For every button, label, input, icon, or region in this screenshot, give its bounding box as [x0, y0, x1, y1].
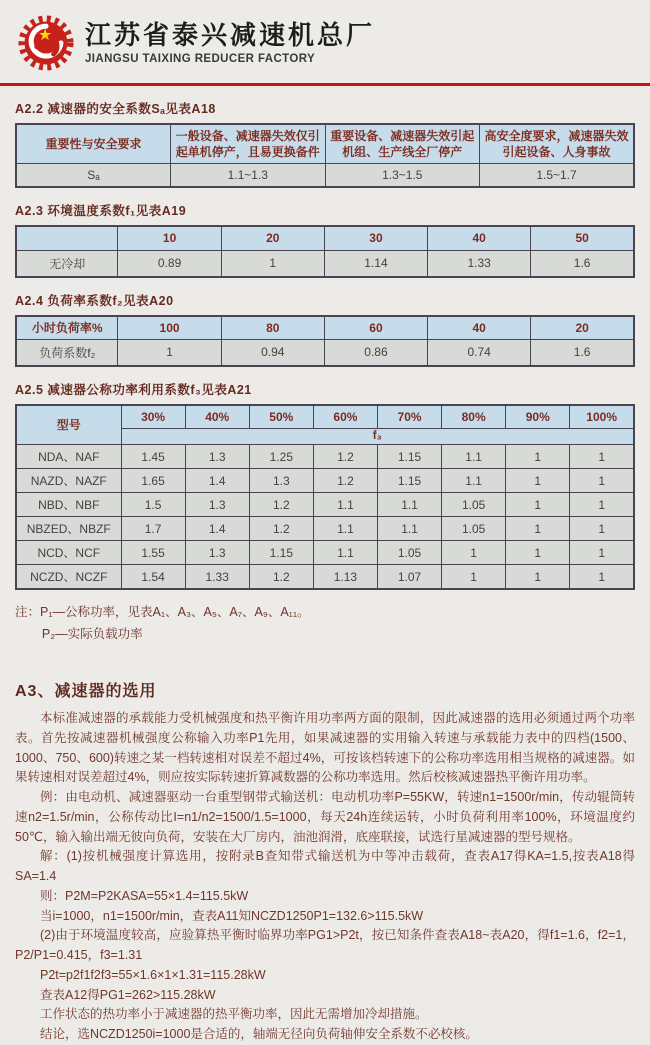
- star-icon: ★: [37, 27, 53, 45]
- data-cell: 1.45: [121, 445, 185, 469]
- data-cell: 1: [506, 445, 570, 469]
- data-cell: 1.15: [377, 445, 441, 469]
- table-a18: [15, 123, 635, 188]
- paragraph: (2)由于环境温度较高，应验算热平衡时临界功率PG1>P2t，按已知条件查表A18~表A20，得f1=1.6，f2=1，P2/P1=0.415，f3=1.31: [15, 928, 635, 963]
- table-row: [16, 541, 634, 565]
- data-cell: 1: [221, 250, 324, 277]
- section-a22-title: A2.2 减速器的安全系数Sₐ见表A18: [15, 102, 216, 116]
- column-header: 重要性与安全要求: [16, 124, 171, 164]
- selection-guide-text: [15, 709, 635, 1045]
- column-header: 10: [118, 226, 221, 250]
- data-cell: 1.13: [313, 565, 377, 590]
- table-a19: [15, 225, 635, 277]
- column-header: 20: [221, 226, 324, 250]
- column-header: 70%: [377, 405, 441, 429]
- column-header-model: 型号: [16, 405, 121, 445]
- page-header: [0, 0, 650, 76]
- column-header: 40: [428, 316, 531, 340]
- row-header-cell: Sₐ: [16, 164, 171, 188]
- table-row: [16, 565, 634, 590]
- data-cell: 1.07: [377, 565, 441, 590]
- section-a23-title: A2.3 环境温度系数f₁见表A19: [15, 204, 187, 219]
- data-cell: 1: [506, 493, 570, 517]
- data-cell: 1.05: [442, 493, 506, 517]
- table-row: [16, 250, 634, 277]
- table-notes: [15, 602, 635, 646]
- data-cell: 1.14: [324, 250, 427, 277]
- note-line-2: P₂—实际负载功率: [41, 627, 143, 642]
- column-header: 高安全度要求，减速器失效引起设备、人身事故: [480, 124, 635, 164]
- data-cell: 1.55: [121, 541, 185, 565]
- table-a21: [15, 404, 635, 591]
- data-cell: 1.1: [442, 469, 506, 493]
- data-cell: 1: [506, 565, 570, 590]
- column-header: 30: [324, 226, 427, 250]
- row-header-cell: NAZD、NAZF: [16, 469, 121, 493]
- column-header: 60%: [313, 405, 377, 429]
- column-header: 40: [428, 226, 531, 250]
- paragraph: 结论，选NCZD1250i=1000是合适的，轴端无径向负荷轴伸安全系数不必校核。: [40, 1027, 478, 1042]
- column-header: 100%: [570, 405, 634, 429]
- data-cell: 1.5: [121, 493, 185, 517]
- data-cell: 1: [442, 565, 506, 590]
- data-cell: 1.7: [121, 517, 185, 541]
- subheader-f3: f₃: [121, 428, 634, 445]
- data-cell: 1.4: [185, 517, 249, 541]
- data-cell: 1: [570, 493, 634, 517]
- data-cell: 1.1: [313, 517, 377, 541]
- header-divider: [0, 83, 650, 86]
- data-cell: 1.6: [531, 339, 634, 366]
- section-a24-title: A2.4 负荷率系数f₂见表A20: [15, 293, 174, 308]
- data-cell: 1: [570, 565, 634, 590]
- data-cell: 1.3: [185, 445, 249, 469]
- paragraph: 查表A12得PG1=262>115.28kW: [40, 987, 216, 1002]
- data-cell: 1.2: [249, 565, 313, 590]
- data-cell: 1.2: [249, 493, 313, 517]
- data-cell: 1: [570, 445, 634, 469]
- column-header: 20: [531, 316, 634, 340]
- column-header: 重要设备、减速器失效引起机组、生产线全厂停产: [325, 124, 480, 164]
- paragraph: 则：P2M=P2KASA=55×1.4=115.5kW: [40, 888, 249, 903]
- row-header-cell: NBZED、NBZF: [16, 517, 121, 541]
- table-a21-header-row: [16, 405, 634, 429]
- note-line-1: 注：P₁—公称功率，见表A₁、A₃、A₅、A₇、A₉、A₁₁。: [15, 605, 310, 620]
- data-cell: 1: [570, 517, 634, 541]
- data-cell: 1: [442, 541, 506, 565]
- company-titles: [85, 21, 375, 66]
- section-a25-title: A2.5 减速器公称功率利用系数f₃见表A21: [15, 382, 252, 397]
- table-row: [16, 517, 634, 541]
- paragraph: 例：由电动机、减速器驱动一台重型钢带式输送机：电动机功率P=55KW，转速n1=1500r/min，传动辊筒转速n2=1.5r/min，公称传动比I=n1/n2=1500/1.5=1000，每天24h连续运转，小时负荷利用率100%，环境温度约50℃，输入输出端无彼向负荷，安装在大厂房内，油池润滑，底座联接，试选行星减速器的型号规格。: [15, 790, 635, 844]
- table-row: [16, 469, 634, 493]
- table-row: [16, 493, 634, 517]
- data-cell: 1.2: [249, 517, 313, 541]
- data-cell: 1.5~1.7: [480, 164, 635, 188]
- column-header: [16, 226, 118, 250]
- column-header: 60: [324, 316, 427, 340]
- data-cell: 1.1: [313, 493, 377, 517]
- row-header-cell: 无冷却: [16, 250, 118, 277]
- section-a3-title: A3、减速器的选用: [15, 683, 157, 701]
- column-header: 90%: [506, 405, 570, 429]
- data-cell: 1.15: [377, 469, 441, 493]
- data-cell: 1.2: [313, 445, 377, 469]
- data-cell: 1: [506, 541, 570, 565]
- row-header-cell: NCD、NCF: [16, 541, 121, 565]
- table-header-row: [16, 124, 634, 164]
- column-header: 80: [221, 316, 324, 340]
- column-header: 一般设备、减速器失效仅引起单机停产，且易更换备件: [171, 124, 326, 164]
- data-cell: 1.1: [377, 493, 441, 517]
- data-cell: 1.1: [313, 541, 377, 565]
- data-cell: 1.3: [249, 469, 313, 493]
- row-header-cell: NBD、NBF: [16, 493, 121, 517]
- column-header: 小时负荷率%: [16, 316, 118, 340]
- paragraph: 当i=1000，n1=1500r/min，查表A11知NCZD1250P1=132.6>115.5kW: [40, 908, 424, 923]
- table-a20: [15, 315, 635, 367]
- data-cell: 0.89: [118, 250, 221, 277]
- table-header-row: [16, 316, 634, 340]
- table-row: [16, 445, 634, 469]
- data-cell: 1.25: [249, 445, 313, 469]
- data-cell: 1.6: [531, 250, 634, 277]
- paragraph: P2t=p2f1f2f3=55×1.6×1×1.31=115.28kW: [40, 967, 266, 982]
- column-header: 100: [118, 316, 221, 340]
- data-cell: 0.86: [324, 339, 427, 366]
- paragraph: 本标准减速器的承载能力受机械强度和热平衡许用功率两方面的限制，因此减速器的选用必须通过两个功率表。首先按减速器机械强度公称输入功率P1先用，如果减速器的实用输入转速与承载能力表中的四档(1500、1000、750、600)转速之某一档转速相对误差不超过4%，可按该档转速下的公称功率选用相当规格的减速器。如果转速相对误差超过4%，则应按实际转速折算减数器的公称功率选用。然后校核减速器热平衡许用功率。: [15, 711, 635, 785]
- company-name-cn: 江苏省泰兴减速机总厂: [85, 19, 376, 50]
- data-cell: 1.1: [377, 517, 441, 541]
- paragraph: 解：(1)按机械强度计算选用，按附录B查知带式输送机为中等冲击载荷，查表A17得KA=1.5,按表A18得SA=1.4: [15, 849, 635, 884]
- data-cell: 0.74: [428, 339, 531, 366]
- column-header: 50: [531, 226, 634, 250]
- data-cell: 1.3~1.5: [325, 164, 480, 188]
- data-cell: 1.33: [428, 250, 531, 277]
- data-cell: 1: [570, 469, 634, 493]
- company-name-en: JIANGSU TAIXING REDUCER FACTORY: [85, 53, 316, 66]
- table-row: [16, 164, 634, 188]
- data-cell: 1.15: [249, 541, 313, 565]
- table-row: [16, 339, 634, 366]
- data-cell: 1: [506, 469, 570, 493]
- data-cell: 1: [570, 541, 634, 565]
- data-cell: 0.94: [221, 339, 324, 366]
- data-cell: 1: [118, 339, 221, 366]
- data-cell: 1.3: [185, 493, 249, 517]
- table-header-row: [16, 226, 634, 250]
- paragraph: 工作状态的热功率小于减速器的热平衡功率，因此无需增加冷却措施。: [40, 1007, 428, 1022]
- data-cell: 1.3: [185, 541, 249, 565]
- data-cell: 1: [506, 517, 570, 541]
- column-header: 40%: [185, 405, 249, 429]
- data-cell: 1.05: [442, 517, 506, 541]
- data-cell: 1.54: [121, 565, 185, 590]
- data-cell: 1.65: [121, 469, 185, 493]
- data-cell: 1.2: [313, 469, 377, 493]
- data-cell: 1.1: [442, 445, 506, 469]
- data-cell: 1.33: [185, 565, 249, 590]
- company-logo-icon: [18, 15, 74, 71]
- data-cell: 1.05: [377, 541, 441, 565]
- column-header: 80%: [442, 405, 506, 429]
- column-header: 50%: [249, 405, 313, 429]
- row-header-cell: NCZD、NCZF: [16, 565, 121, 590]
- row-header-cell: NDA、NAF: [16, 445, 121, 469]
- row-header-cell: 负荷系数f₂: [16, 339, 118, 366]
- column-header: 30%: [121, 405, 185, 429]
- data-cell: 1.1~1.3: [171, 164, 326, 188]
- data-cell: 1.4: [185, 469, 249, 493]
